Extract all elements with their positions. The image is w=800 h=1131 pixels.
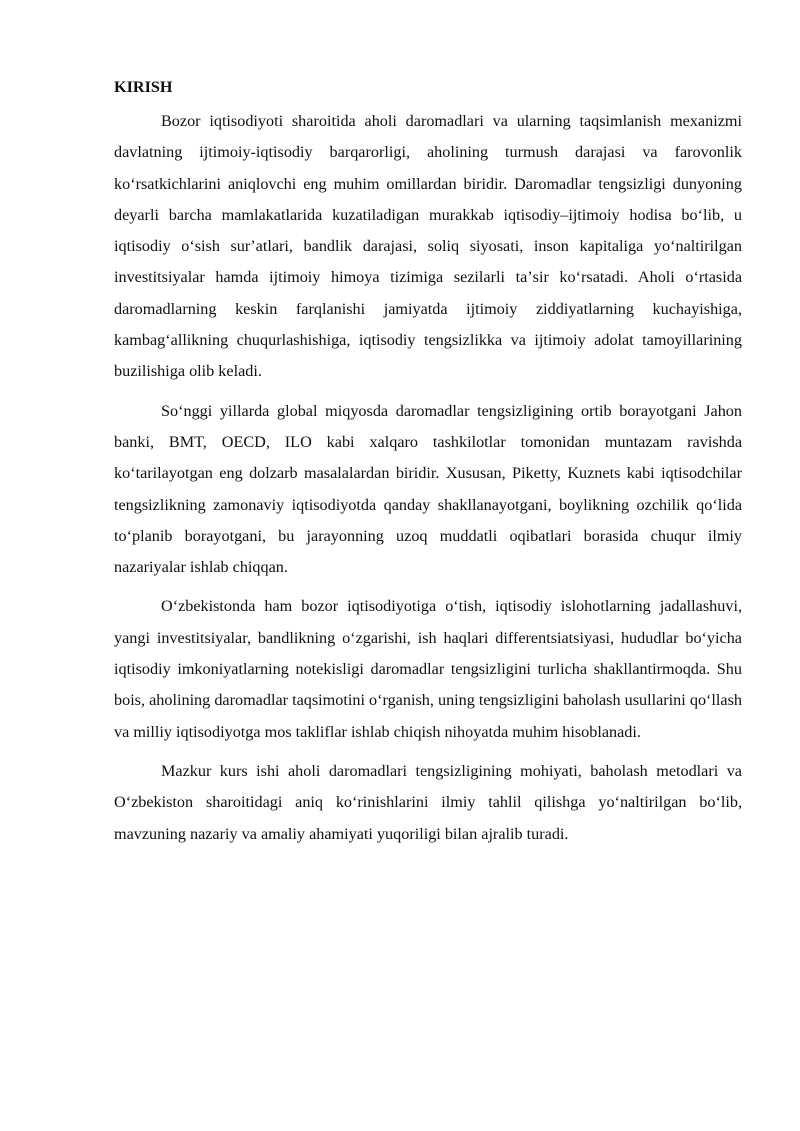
- paragraph-uzbekistan: Oʻzbekistonda ham bozor iqtisodiyotiga oʻtish, iqtisodiy islohotlarning jadallashuvi, yangi investitsiyalar, bandlikning oʻzgarishi, ish haqlari differentsiatsiyasi, hududlar boʻyicha iqtisodiy imkoniyatlarning notekisligi daromadlar tengsizligini turlicha shakllantirmoqda. Shu bois, aholining daromadlar taqsimotini oʻrganish, uning tengsizligini baholash usullarini qoʻllash va milliy iqtisodiyotga mos takliflar ishlab chiqish nihoyatda muhim hisoblanadi.: [114, 597, 742, 741]
- paragraph-course-purpose: Mazkur kurs ishi aholi daromadlari tengsizligining mohiyati, baholash metodlari va Oʻzbekiston sharoitidagi aniq koʻrinishlarini ilmiy tahlil qilishga yoʻnaltirilgan boʻlib, mavzuning nazariy va amaliy ahamiyati yuqoriligi bilan ajralib turadi.: [114, 761, 742, 843]
- section-heading: KIRISH: [114, 78, 173, 96]
- document-body: [114, 76, 742, 858]
- paragraph-intro: Bozor iqtisodiyoti sharoitida aholi daromadlari va ularning taqsimlanish mexanizmi davlatning ijtimoiy-iqtisodiy barqarorligi, aholining turmush darajasi va farovonlik koʻrsatkichlarini aniqlovchi eng muhim omillardan biridir. Daromadlar tengsizligi dunyoning deyarli barcha mamlakatlarida kuzatiladigan murakkab iqtisodiy–ijtimoiy hodisa boʻlib, u iqtisodiy oʻsish surʼatlari, bandlik darajasi, soliq siyosati, inson kapitaliga yoʻnaltirilgan investitsiyalar hamda ijtimoiy himoya tizimiga sezilarli taʼsir koʻrsatadi. Aholi oʻrtasida daromadlarning keskin farqlanishi jamiyatda ijtimoiy ziddiyatlarning kuchayishiga, kambagʻallikning chuqurlashishiga, iqtisodiy tengsizlikka va ijtimoiy adolat tamoyillarining buzilishiga olib keladi.: [114, 112, 742, 381]
- paragraph-global-context: Soʻnggi yillarda global miqyosda daromadlar tengsizligining ortib borayotgani Jahon banki, BMT, OECD, ILO kabi xalqaro tashkilotlar tomonidan muntazam ravishda koʻtarilayotgan eng dolzarb masalalardan biridir. Xususan, Piketty, Kuznets kabi iqtisodchilar tengsizlikning zamonaviy iqtisodiyotda qanday shakllanayotgani, boylikning ozchilik qoʻlida toʻplanib borayotgani, bu jarayonning uzoq muddatli oqibatlari borasida chuqur ilmiy nazariyalar ishlab chiqqan.: [114, 401, 742, 577]
